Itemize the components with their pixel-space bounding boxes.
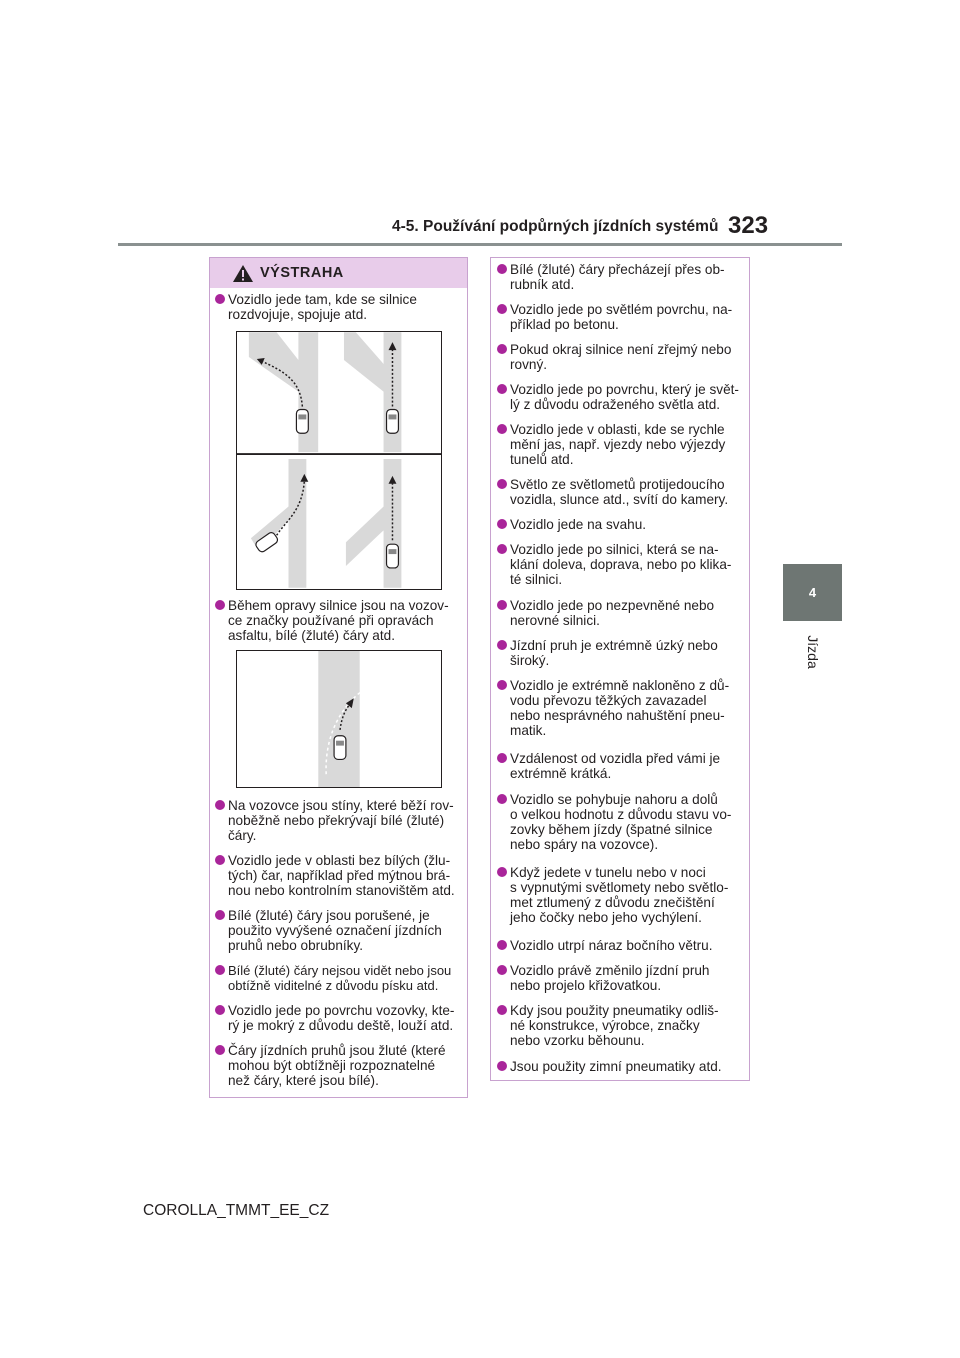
bullet-dot [497, 479, 507, 489]
list-item-text: Vozidlo jede v oblasti, kde se rychle mění jas, např. vjezdy nebo výjezdy tunelů atd. [510, 422, 726, 467]
warning-box-right [490, 257, 750, 1081]
bullet-dot [497, 600, 507, 610]
bullet-dot [497, 519, 507, 529]
list-item-text: Když jedete v tunelu nebo v noci s vypnutými světlomety nebo světlo- met ztlumený z důvodu znečištění jeho čočky nebo jeho vychýlení. [510, 865, 729, 925]
bullet-dot [497, 965, 507, 975]
list-item-text: Světlo ze světlometů protijedoucího vozidla, slunce atd., svítí do kamery. [510, 477, 729, 507]
bullet-dot [215, 910, 225, 920]
warning-triangle-icon [232, 264, 254, 283]
list-item-text: Vzdálenost od vozidla před vámi je extrémně krátká. [510, 751, 721, 781]
list-item-text: Během opravy silnice jsou na vozov- ce značky používané při opravách asfaltu, bílé (žluté) čáry atd. [228, 598, 449, 643]
bullet-dot [497, 867, 507, 877]
list-item-text: Pokud okraj silnice není zřejmý nebo rovný. [510, 342, 732, 372]
list-item-text: Vozidlo se pohybuje nahoru a dolů o velkou hodnotu z důvodu stavu vo- zovky během jízdy (špatné silnice nebo spáry na vozovce). [510, 792, 732, 852]
bullet-dot [215, 855, 225, 865]
section-title: 4-5. Používání podpůrných jízdních systémů [392, 218, 719, 235]
list-item-text: Vozidlo jede po nezpevněné nebo nerovné silnici. [510, 598, 715, 628]
bullet-dot [497, 680, 507, 690]
bullet-dot [497, 940, 507, 950]
page-number: 323 [728, 212, 769, 239]
chapter-label-text: Jízda [805, 635, 821, 669]
list-item-text: Vozidlo jede po silnici, která se na- klání doleva, doprava, nebo po klika- té silnici. [510, 542, 732, 587]
bullet-dot [497, 544, 507, 554]
bullet-dot [215, 1005, 225, 1015]
bullet-dot [215, 600, 225, 610]
list-item-text: Bílé (žluté) čáry nejsou vidět nebo jsou obtížně viditelné z důvodu písku atd. [228, 963, 452, 993]
list-item-text: Bílé (žluté) čáry přecházejí přes ob- rubník atd. [510, 262, 725, 292]
header-rule [118, 243, 842, 246]
list-item-text: Čáry jízdních pruhů jsou žluté (které mohou být obtížněji rozpoznatelné než čáry, které jsou bílé). [228, 1043, 446, 1088]
bullet-dot [215, 1045, 225, 1055]
list-item-text: Vozidlo právě změnilo jízdní pruh nebo projelo křižovatkou. [510, 963, 710, 993]
bullet-dot [497, 794, 507, 804]
bullet-dot [497, 264, 507, 274]
list-item-text: Jsou použity zimní pneumatiky atd. [510, 1059, 722, 1074]
warning-header [210, 258, 467, 288]
road-repair-marks-illustration [236, 650, 442, 788]
list-item-text: Vozidlo jede na svahu. [510, 517, 647, 532]
bullet-dot [497, 1005, 507, 1015]
warning-title: VÝSTRAHA [260, 265, 344, 281]
bullet-dot [497, 384, 507, 394]
bullet-dot [215, 800, 225, 810]
list-item-text: Vozidlo jede v oblasti bez bílých (žlu- tých) čar, například před mýtnou brá- nou nebo kontrolním stanovištěm atd. [228, 853, 455, 898]
road-fork-merge-illustration [236, 331, 442, 590]
bullet-dot [497, 344, 507, 354]
list-item-text: Kdy jsou použity pneumatiky odliš- né konstrukce, výrobce, značky nebo vzorku běhounu. [510, 1003, 719, 1048]
list-item-text: Vozidlo jede po světlém povrchu, na- příklad po betonu. [510, 302, 733, 332]
list-item-text: Bílé (žluté) čáry jsou porušené, je použito vyvýšené označení jízdních pruhů nebo obrubníky. [228, 908, 442, 953]
list-item-text: Na vozovce jsou stíny, které běží rov- noběžně nebo překrývají bílé (žluté) čáry. [228, 798, 454, 843]
doc-code: COROLLA_TMMT_EE_CZ [143, 1202, 330, 1219]
list-item-text: Vozidlo jede po povrchu vozovky, kte- rý je mokrý z důvodu deště, louží atd. [228, 1003, 455, 1033]
list-item-text: Vozidlo jede tam, kde se silnice rozdvojuje, spojuje atd. [228, 292, 417, 322]
list-item-text: Vozidlo je extrémně nakloněno z dů- vodu převozu těžkých zavazadel nebo nesprávného nahuštění pneu- matik. [510, 678, 730, 738]
chapter-tab: 4 [783, 564, 842, 621]
list-item-text: Vozidlo jede po povrchu, který je svět- lý z důvodu odraženého světla atd. [510, 382, 739, 412]
bullet-dot [497, 640, 507, 650]
bullet-dot [497, 424, 507, 434]
list-item-text: Jízdní pruh je extrémně úzký nebo široký. [510, 638, 718, 668]
list-item-text: Vozidlo utrpí náraz bočního větru. [510, 938, 713, 953]
bullet-dot [497, 304, 507, 314]
bullet-dot [497, 1061, 507, 1071]
bullet-dot [215, 294, 225, 304]
bullet-dot [215, 965, 225, 975]
bullet-dot [497, 753, 507, 763]
warning-box-left [209, 257, 468, 1098]
chapter-label [783, 622, 842, 682]
